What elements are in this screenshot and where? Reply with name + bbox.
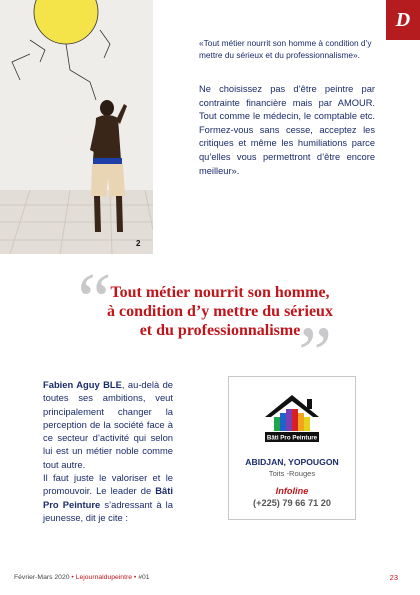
footer-separator-1: • xyxy=(71,574,74,581)
open-quote-mark: “ xyxy=(70,258,113,342)
pull-quote-line-3: et du professionnalisme xyxy=(139,322,301,339)
footer-issue: Février-Mars 2020 xyxy=(14,574,70,581)
footer-number: #01 xyxy=(138,574,150,581)
footer-publication: Lejournaldupeintre xyxy=(75,574,133,581)
phone-number[interactable]: (+225) 79 66 71 20 xyxy=(253,498,331,508)
ad-city: ABIDJAN, YOPOUGON xyxy=(245,457,339,467)
close-quote-mark: ” xyxy=(290,312,333,396)
painter-photo xyxy=(0,0,153,254)
company-name: Bâti Pro Peinture xyxy=(43,485,173,510)
advertisement-box xyxy=(228,376,356,520)
photo-number: 2 xyxy=(136,239,141,248)
brand-letter: D xyxy=(395,8,411,31)
pull-quote xyxy=(80,283,360,340)
footer xyxy=(14,574,150,581)
person-name: Fabien Aguy BLE xyxy=(43,379,122,390)
paragraph-1 xyxy=(43,378,173,471)
paragraph-2-end: s’adressant à la jeunesse, dit je cite : xyxy=(43,498,173,523)
intro-quote: «Tout métier nourrit son homme à condition d’y mettre du sérieux et du professionnalisme». xyxy=(199,38,372,60)
painter-illustration xyxy=(0,0,153,254)
paragraph-2 xyxy=(43,471,173,524)
footer-separator-2: • xyxy=(133,574,137,581)
pull-quote-line-1: Tout métier nourrit son homme, xyxy=(110,284,330,301)
house-logo-icon xyxy=(261,391,323,447)
pull-quote-line-2: à condition d’y mettre du sérieux xyxy=(107,303,333,320)
body-text-left xyxy=(43,378,173,524)
paragraph-2-start: Il faut juste le valoriser et le promouvoir. Le leader de xyxy=(43,472,173,497)
bati-pro-logo xyxy=(261,391,323,447)
page-number: 23 xyxy=(389,573,398,582)
paragraph-1-text: , au-delà de toutes ses ambitions, veut principalement changer la perception de la société face à ce secteur d’activité qui selon lui est un métier noble comme tout autre. xyxy=(43,379,173,470)
brand-tab-logo xyxy=(386,0,420,40)
ad-location: Toits -Rouges xyxy=(268,469,316,478)
infoline-label: Infoline xyxy=(275,486,309,496)
logo-text: Bâti Pro Peinture xyxy=(266,434,318,442)
body-text-right: Ne choisissez pas d’être peintre par contrainte financière mais par AMOUR. Tout comme le médecin, le comptable etc. Formez-vous sans cesse, acceptez les critiques et même les humiliations parce qu’elles vous permettront d’être encore meilleur». xyxy=(199,84,375,176)
